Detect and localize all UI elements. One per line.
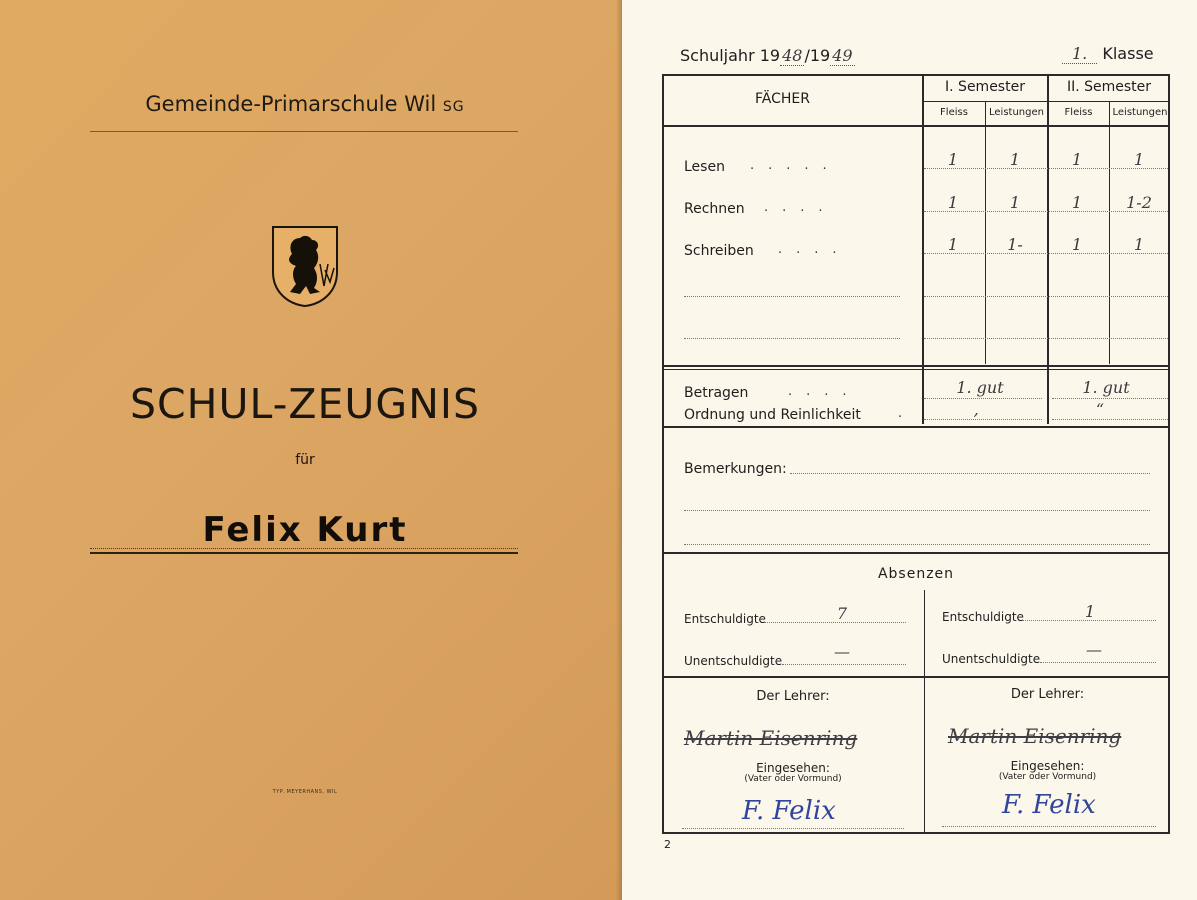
absence-dotted-line <box>782 664 906 665</box>
excused-s1: 7 <box>836 604 848 623</box>
guardian-label-s1: (Vater oder Vormund) <box>744 774 842 784</box>
grid-line <box>1109 102 1110 364</box>
parent-signature-s2: F. Felix <box>1002 790 1096 820</box>
grade-writing-performance-s1: 1- <box>1007 235 1023 254</box>
grade-arithmetic-performance-s2: 1-2 <box>1126 193 1152 212</box>
grid-line <box>662 552 1170 554</box>
performance-header-s1: Leistungen <box>989 107 1044 118</box>
seen-label-s2: Eingesehen: <box>1010 759 1085 773</box>
dot-leader: .... <box>764 200 837 215</box>
teacher-label-s1: Der Lehrer: <box>756 689 830 704</box>
grade-arithmetic-effort-s2: 1 <box>1071 193 1083 212</box>
grade-dotted-line <box>924 338 1168 339</box>
remarks-label: Bemerkungen: <box>684 461 787 477</box>
year-end-handwritten: 49 <box>832 46 853 65</box>
school-suffix: SG <box>442 99 465 115</box>
class-field <box>1062 44 1154 63</box>
teacher-signature-s2: Martin Eisenring <box>948 724 1122 748</box>
dot-leader: .... <box>788 384 861 399</box>
printer-imprint: TYP. MEYERHANS, WIL <box>272 789 338 795</box>
teacher-label-s2: Der Lehrer: <box>1010 687 1085 702</box>
conduct-dotted-line <box>1052 398 1168 399</box>
conduct-label: Betragen <box>684 385 749 401</box>
name-dotted-line <box>90 548 518 549</box>
cover-divider <box>90 131 518 132</box>
unexcused-s2: — <box>1086 640 1102 659</box>
grid-line <box>924 590 925 834</box>
grade-arithmetic-effort-s1: 1 <box>947 193 959 212</box>
subject-reading: Lesen <box>684 159 725 175</box>
effort-header-s2: Fleiss <box>1064 107 1093 118</box>
unexcused-label-s1: Unentschuldigte <box>684 654 783 668</box>
order-s2: “ <box>1095 400 1105 419</box>
report-page <box>622 0 1197 900</box>
remarks-line <box>684 544 1150 545</box>
grade-reading-performance-s1: 1 <box>1009 150 1021 169</box>
guardian-label-s2: (Vater oder Vormund) <box>998 772 1097 782</box>
remarks-line <box>684 510 1150 511</box>
bear-crest-icon <box>270 224 340 308</box>
school-name-text: Gemeinde-Primarschule Wil <box>145 92 437 116</box>
semester-1-header: I. Semester <box>945 79 1025 95</box>
signature-dotted-line <box>682 828 904 829</box>
blank-subject-line <box>684 296 900 297</box>
grid-line <box>662 369 1170 370</box>
grade-reading-effort-s2: 1 <box>1071 150 1083 169</box>
subject-arithmetic: Rechnen <box>684 201 745 217</box>
absence-dotted-line <box>1040 662 1156 663</box>
excused-s2: 1 <box>1084 602 1096 621</box>
absences-header: Absenzen <box>877 566 955 582</box>
document-title: SCHUL-ZEUGNIS <box>130 380 480 428</box>
conduct-s2: 1. gut <box>1082 378 1130 397</box>
grid-line <box>985 102 986 364</box>
grade-arithmetic-performance-s1: 1 <box>1009 193 1021 212</box>
dot-leader: .... <box>778 242 851 257</box>
excused-label-s2: Entschuldigte <box>942 610 1024 624</box>
order-dotted-line <box>1052 419 1168 420</box>
school-name <box>90 92 520 116</box>
dot-leader: ..... <box>750 158 841 173</box>
dot-leader: . <box>898 406 917 421</box>
conduct-dotted-line <box>924 398 1042 399</box>
year-separator: /19 <box>804 46 831 65</box>
name-underline <box>90 552 518 554</box>
remarks-line <box>790 473 1150 474</box>
grid-line <box>923 101 1170 102</box>
year-start-handwritten: 48 <box>782 46 803 65</box>
unexcused-s1: — <box>834 642 850 661</box>
grade-writing-effort-s2: 1 <box>1071 235 1083 254</box>
order-s1: ‚ <box>973 400 979 419</box>
school-year <box>680 46 855 65</box>
student-name: Felix Kurt <box>202 510 408 550</box>
grade-reading-effort-s1: 1 <box>947 150 959 169</box>
page-number: 2 <box>664 838 671 851</box>
grid-line <box>662 365 1170 367</box>
subject-writing: Schreiben <box>684 243 754 259</box>
grid-line <box>662 676 1170 678</box>
grid-line <box>662 125 1170 127</box>
parent-signature-s1: F. Felix <box>742 796 836 826</box>
school-year-label: Schuljahr <box>680 46 755 65</box>
grade-reading-performance-s2: 1 <box>1133 150 1145 169</box>
seen-label-s1: Eingesehen: <box>756 761 830 775</box>
grades-table <box>662 74 1170 834</box>
order-label: Ordnung und Reinlichkeit <box>684 407 861 423</box>
subjects-header: FÄCHER <box>755 91 810 107</box>
effort-header-s1: Fleiss <box>940 107 968 118</box>
blank-subject-line <box>684 338 900 339</box>
teacher-signature-s1: Martin Eisenring <box>684 726 858 750</box>
grade-dotted-line <box>924 296 1168 297</box>
performance-header-s2: Leistungen <box>1112 107 1168 118</box>
year-prefix: 19 <box>759 46 781 65</box>
grid-line <box>662 426 1170 428</box>
class-label: Klasse <box>1102 44 1154 63</box>
semester-2-header: II. Semester <box>1066 79 1152 95</box>
for-label: für <box>295 452 315 468</box>
order-dotted-line <box>924 419 1042 420</box>
class-handwritten: 1. <box>1062 44 1097 64</box>
unexcused-label-s2: Unentschuldigte <box>942 652 1041 666</box>
grade-writing-performance-s2: 1 <box>1133 235 1145 254</box>
excused-label-s1: Entschuldigte <box>684 612 766 626</box>
conduct-s1: 1. gut <box>956 378 1004 397</box>
grade-writing-effort-s1: 1 <box>947 235 959 254</box>
signature-dotted-line <box>942 826 1156 827</box>
